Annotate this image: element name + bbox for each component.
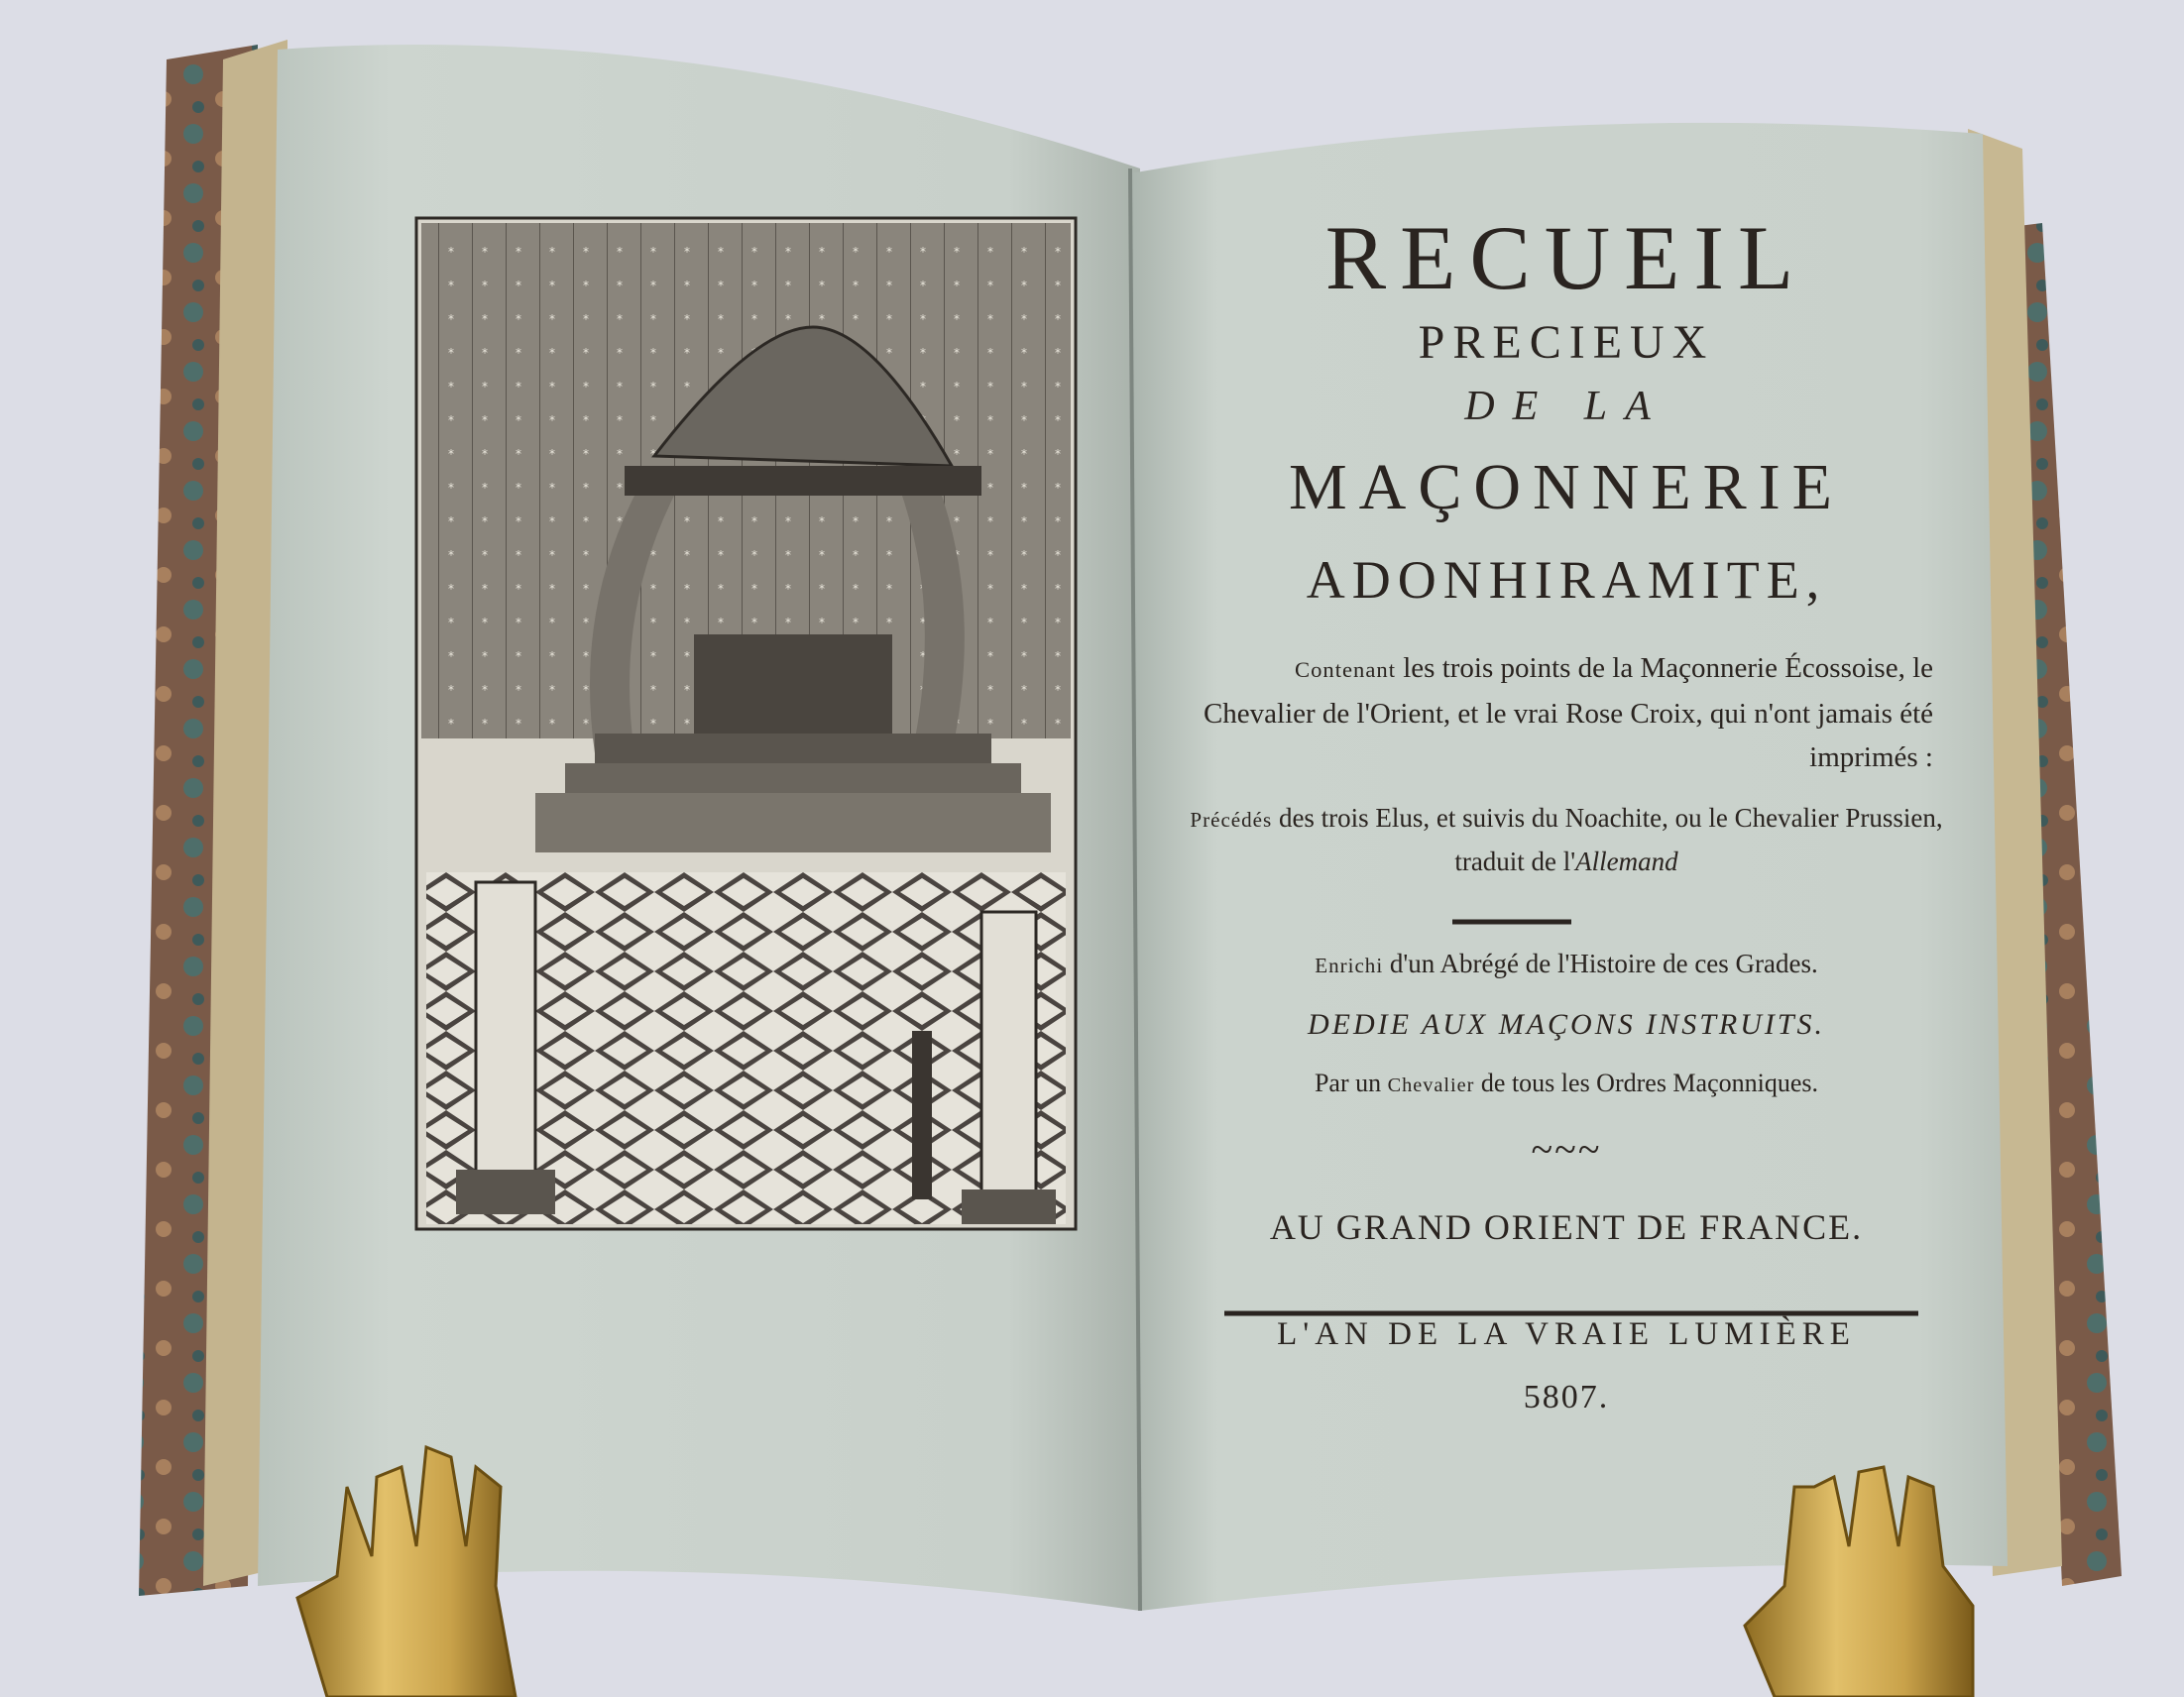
preceded-lead: Précédés [1190,808,1273,832]
year-line: 5807. [1523,1379,1610,1415]
contents-lead: Contenant [1295,657,1396,682]
engraved-frontispiece [416,218,1076,1229]
dedication-line: DEDIE AUX MAÇONS INSTRUITS. [1307,1008,1826,1041]
title-de-la: DE LA [1464,384,1668,429]
author-title: Chevalier [1387,1075,1475,1096]
title-adonhiramite: ADONHIRAMITE, [1306,550,1827,610]
author-suffix: de tous les Ordres Maçonniques. [1474,1069,1819,1097]
contents-text: les trois points de la Maçonnerie Écossoise, le Chevalier de l'Orient, et le vrai Rose Croix, qui n'ont jamais été imprimés : [1203,652,1933,773]
title-maconnerie: MAÇONNERIE [1289,451,1844,523]
preceded-language: Allemand [1575,847,1678,876]
ornament: ~~~ [1531,1127,1602,1172]
publisher-line: AU GRAND ORIENT DE FRANCE. [1269,1207,1864,1247]
enriched-line [1150,944,1983,985]
preceded-text: des trois Elus, et suivis du Noachite, ou le Chevalier Prussien, traduit de l' [1272,803,1943,876]
author-line [1150,1065,1983,1104]
enriched-text: d'un Abrégé de l'Histoire de ces Grades. [1383,949,1818,978]
title-precieux: PRECIEUX [1418,316,1715,369]
preceded-paragraph [1180,797,1953,882]
contents-paragraph [1200,646,1933,779]
date-line: L'AN DE LA VRAIE LUMIÈRE [1277,1316,1856,1352]
author-prefix: Par un [1314,1069,1388,1097]
title-page-text [1150,208,1983,1419]
enriched-lead: Enrichi [1315,954,1384,977]
title-recueil: RECUEIL [1324,207,1808,308]
